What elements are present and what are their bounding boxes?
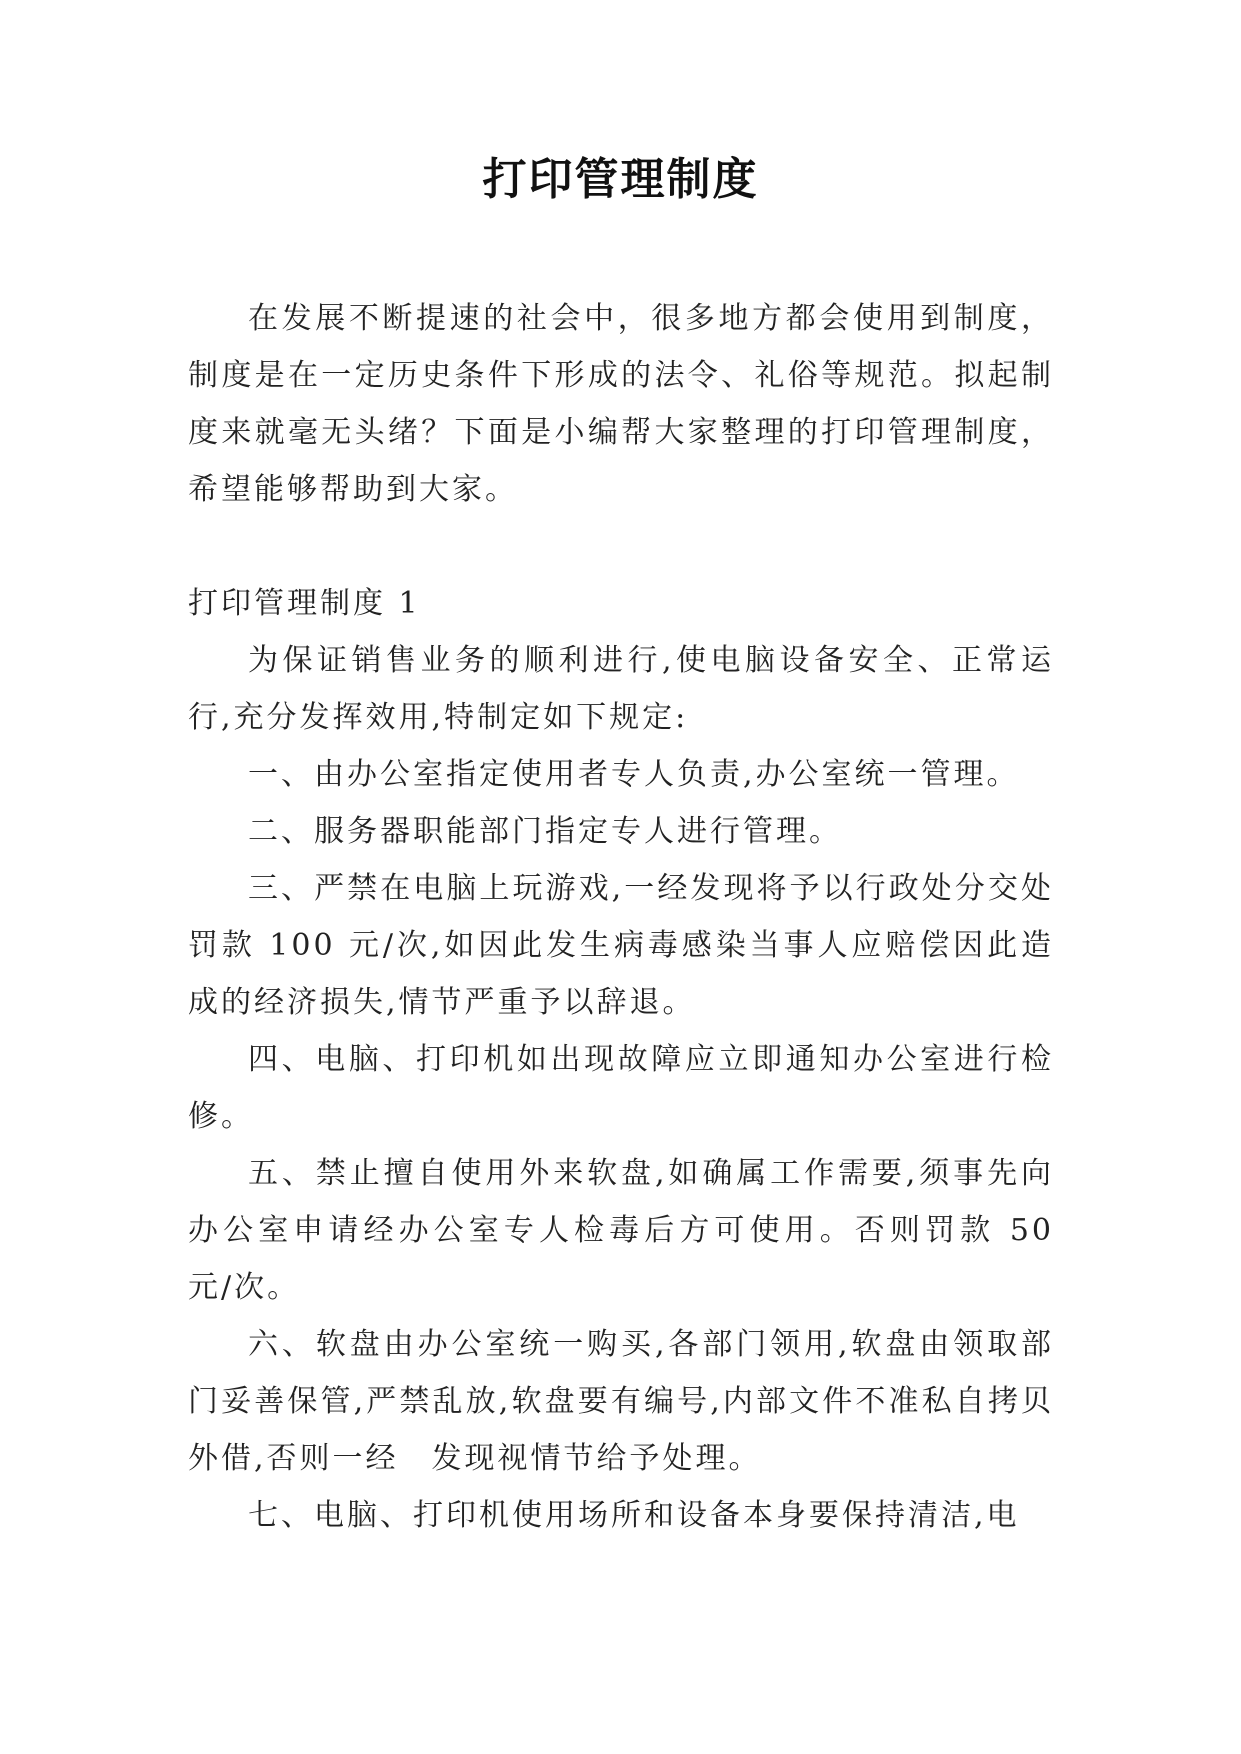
paragraph-rule-7: 七、电脑、打印机使用场所和设备本身要保持清洁,电 [248, 1498, 1020, 1533]
paragraph-rule-6: 六、软盘由办公室统一购买,各部门领用,软盘由领取部门妥善保管,严禁乱放,软盘要有编号,内部文件不准私自拷贝外借,否则一经 发现视情节给予处理。 [188, 1327, 1054, 1476]
paragraph-rule-2: 二、服务器职能部门指定专人进行管理。 [248, 814, 842, 849]
paragraph-rule-4: 四、电脑、打印机如出现故障应立即通知办公室进行检修。 [188, 1042, 1054, 1134]
paragraph-rule-3: 三、严禁在电脑上玩游戏,一经发现将予以行政处分交处罚款 100 元/次,如因此发生病毒感染当事人应赔偿因此造成的经济损失,情节严重予以辞退。 [188, 871, 1054, 1020]
paragraph-rule-1: 一、由办公室指定使用者专人负责,办公室统一管理。 [248, 757, 1020, 792]
document-body [188, 290, 1054, 1544]
intro-paragraph: 在发展不断提速的社会中，很多地方都会使用到制度，制度是在一定历史条件下形成的法令、礼俗等规范。拟起制度来就毫无头绪？下面是小编帮大家整理的打印管理制度，希望能够帮助到大家。 [188, 301, 1054, 507]
paragraph-purpose: 为保证销售业务的顺利进行,使电脑设备安全、正常运行,充分发挥效用,特制定如下规定: [188, 643, 1054, 735]
section-heading: 打印管理制度 1 [188, 586, 421, 621]
paragraph-rule-5: 五、禁止擅自使用外来软盘,如确属工作需要,须事先向办公室申请经办公室专人检毒后方可使用。否则罚款 50 元/次。 [188, 1156, 1054, 1305]
document-title: 打印管理制度 [482, 154, 759, 205]
